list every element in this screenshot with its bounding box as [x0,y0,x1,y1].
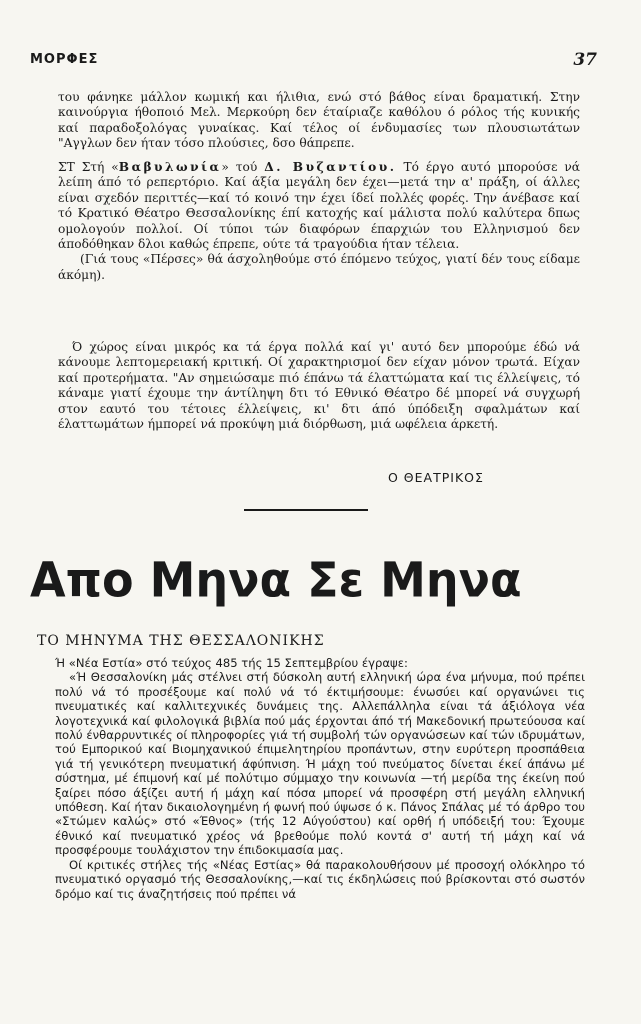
closing-paragraph: Ό χώρος είναι μικρός κα τά έργα πολλά καί γι' αυτό δεν μπορούμε έδώ νά κάνουμε λεπτομερειακή κριτική. Οί χαρακτηρισμοί δεν είχαν μόνον τρωτά. Είχαν καί προτερήματα. "Αν σημειώσαμε πιό έπάνω τά έλαττώματα καί τις έλλείψεις, τό κάναμε γιατί έχουμε την άντίληψη δτι τό Εθνικό Θέατρο δέ μπορεί νά συγχωρή στον εαυτό του τέτοιες έλλείψεις, κι' δτι άπό ύπόδειξη σφαλμάτων καί έλαττωμάτων ήμπορεί νά προκύψη μιά διόρθωση, μιά ωφέλεια άρκετή. [58,340,580,432]
babylonia-review [58,160,580,283]
column-heading: Απο Μηνα Σε Μηνα [30,551,522,608]
article-heading: ΤΟ ΜΗΝΥΜΑ ΤΗΣ ΘΕΣΣΑΛΟΝΙΚΗΣ [37,633,325,649]
babylonia-paragraph [58,160,580,252]
page-number: 37 [573,50,597,70]
article-intro: Ή «Νέα Εστία» στό τεύχος 485 τής 15 Σεπτεμβρίου έγραψε: [55,656,408,670]
article-quote: «Ή Θεσσαλονίκη μάς στέλνει στή δύσκολη αυτή ελληνική ώρα ένα μήνυμα, πού πρέπει πολύ νά τό προσέξουμε καί πολύ νά τό έκτιμήσουμε: ένωσύει καί οργανώνει τις πνευματικές καί καλλιτεχνικές δυνάμεις της. Αλλεπάλληλα είναι τά άξιόλογα νέα λογοτεχνικά καί φιλολογικά βιβλία πού μάς έρχονται άπό τή Μακεδονική πρωτεύουσα καί πολύ ένθαρρυντικές οί πληροφορίες γιά τή συμβολή τών οργανώσεων καί τών ιδρυμάτων, τού Εμπορικού καί Βιομηχανικού έπιμελητηρίου προπάντων, στην ευρύτερη προσπάθεια γιά τή γενικότερη πνευματική άφύπνιση. Ή μάχη τού πνεύματος δίνεται έκεί άπάνω μέ σύστημα, μέ έπιμονή καί μέ πολύτιμο σύμμαχο την κοινωνία —τή μερίδα της έκείνη πού ξαίρει πόσο άξίζει αυτή ή μάχη καί πόσα μπορεί νά προσφέρη στή μεγάλη ελληνική υπόθεση. Καί ήταν δικαιολογημένη ή φωνή πού ύψωσε ό κ. Πάνος Σπάλας μέ τό άρθρο του «Στώμεν καλώς» στό «Έθνος» (τής 12 Αύγούστου) καί ορθή ή υπόδειξή του: Έχουμε έθνικό καί πνευματικό χρέος νά βρεθούμε πολύ κοντά σ' αυτή τή μάχη καί νά προσφέρουμε τουλάχιστον την έπιδοκιμασία μας. [55,670,585,858]
theatre-review-continuation [58,90,580,152]
babylonia-text: Τό έργο αυτό μπορούσε νά λείπη άπό τό ρεπερτόριο. Καί άξία μεγάλη δεν έχει—μετά την α' πράξη, οί άλλες είναι σχεδόν περιττές—καί τό κοινό την έχει ίδεί πολλές φορές. Την άνέβασε καί τό Κρατικό Θέατρο Θεσσαλονίκης έπί κατοχής καί μάλιστα πολύ καλύτερα δπως ομολογούν πολλοί. Οί τύποι τών διαφόρων έπαρχιών του Ελληνισμού δεν άποδόθηκαν δλοι καθώς έπρεπε, ούτε τά τραγούδια ήταν τέλεια. [58,160,581,252]
article-body [55,656,585,901]
paragraph-continuation: του φάνηκε μάλλον κωμική και ήλιθια, ενώ στό βάθος είναι δραματική. Στην καινούργια ήθοποιό Μελ. Μερκούρη δεν έταίριαζε καθόλου ό ρόλος τής κυνικής καί παραδοξολόγας γυναίκας. Καί τέλος οί ένδυμασίες των πλουσιωτάτων "Αγγλων δεν ήταν τόσο πλούσιες, δσο θάπρεπε. [58,90,580,151]
author-signature: Ο ΘΕΑΤΡΙΚΟΣ [388,470,484,485]
lead-text: ΣΤ Στή « [58,160,119,174]
page-header [30,52,597,72]
mid-text: » τού [221,160,258,174]
article-closing: Οί κριτικές στήλες τής «Νέας Εστίας» θά παρακολουθήσουν μέ προσοχή ολόκληρο τό πνευματικό οργασμό τής Θεσσαλονίκης,—καί τις έκδηλώσεις πού βρίσκονται στό σωστόν δρόμο καί τις άναζητήσεις πού πρέπει νά [55,857,585,901]
play-title: Βαβυλωνία [118,160,222,174]
running-title: ΜΟΡΦΕΣ [30,52,99,67]
closing-remarks [58,340,580,432]
play-author: Δ. Βυζαντίου. [264,160,397,174]
persians-note: (Γιά τους «Πέρσες» θά άσχοληθούμε στό έπόμενο τεύχος, γιατί δέν τους είδαμε άκόμη). [58,252,580,282]
section-divider [244,509,368,511]
